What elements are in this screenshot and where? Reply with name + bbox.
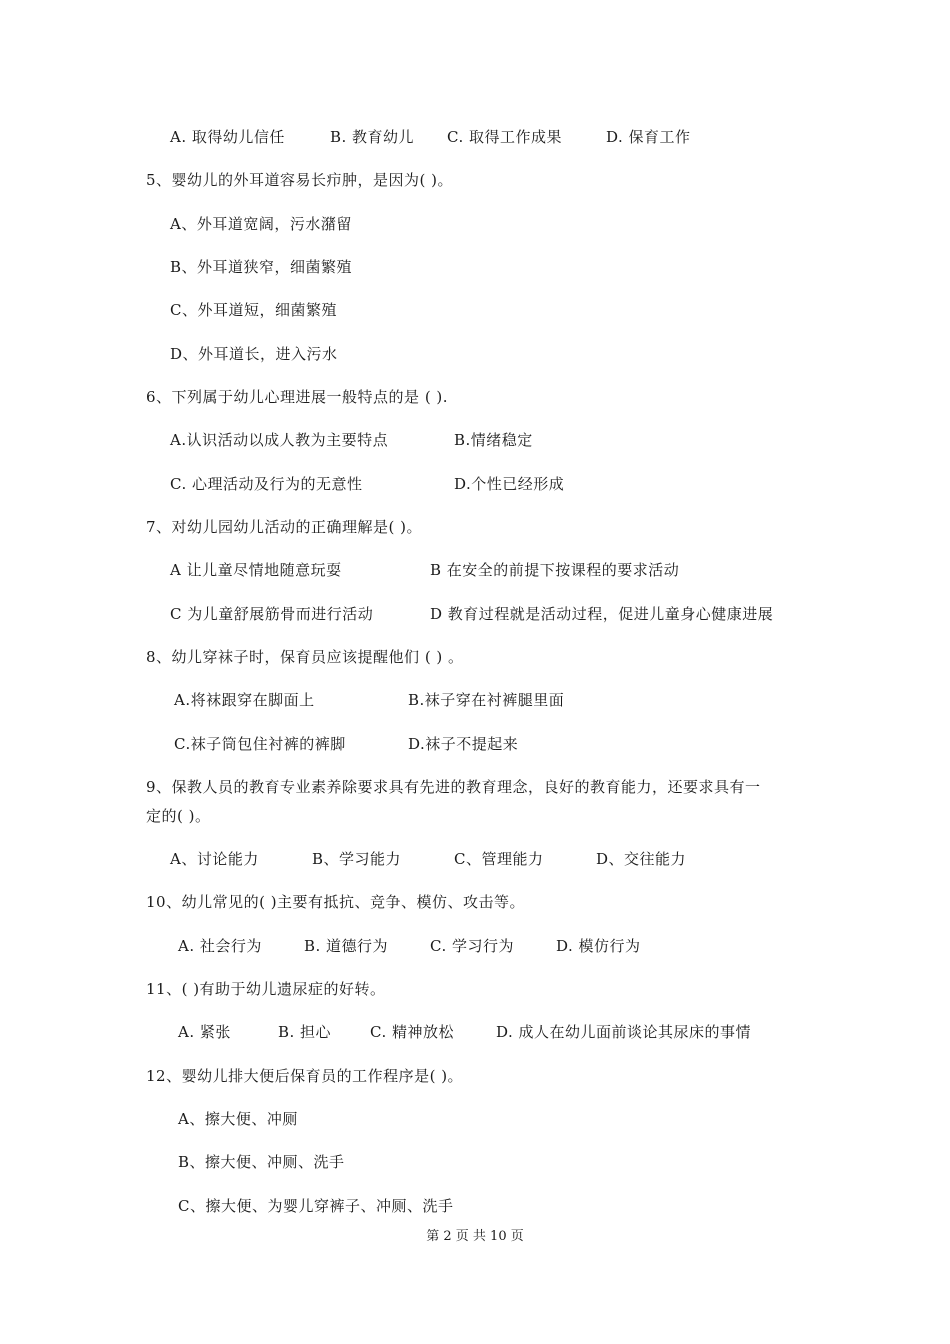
q7-option-c: C 为儿童舒展筋骨而进行活动 <box>170 605 374 623</box>
q5-stem: 5、婴幼儿的外耳道容易长疖肿，是因为( )。 <box>146 171 454 189</box>
q9-option-b: B、学习能力 <box>312 850 402 868</box>
q10-option-b: B. 道德行为 <box>304 937 389 955</box>
q8-option-b: B.袜子穿在衬裤腿里面 <box>408 691 565 709</box>
q6-option-d: D.个性已经形成 <box>454 475 565 493</box>
q8-stem: 8、幼儿穿袜子时，保育员应该提醒他们 ( ) 。 <box>146 648 464 666</box>
q7-stem: 7、对幼儿园幼儿活动的正确理解是( )。 <box>146 518 423 536</box>
q9-option-d: D、交往能力 <box>596 850 687 868</box>
q12-option-c: C、擦大便、为婴儿穿裤子、冲厕、洗手 <box>178 1197 454 1215</box>
q4-option-d: D. 保育工作 <box>606 128 691 146</box>
q6-option-c: C. 心理活动及行为的无意性 <box>170 475 363 493</box>
q7-option-d: D 教育过程就是活动过程，促进儿童身心健康进展 <box>430 605 774 623</box>
q11-option-c: C. 精神放松 <box>370 1023 454 1041</box>
q7-option-a: A 让儿童尽情地随意玩耍 <box>170 561 342 579</box>
q12-option-b: B、擦大便、冲厕、洗手 <box>178 1153 345 1171</box>
q5-option-b: B、外耳道狭窄，细菌繁殖 <box>170 258 353 276</box>
q6-stem: 6、下列属于幼儿心理进展一般特点的是 ( ). <box>146 388 449 406</box>
q10-option-a: A. 社会行为 <box>178 937 262 955</box>
q4-option-a: A. 取得幼儿信任 <box>170 128 285 146</box>
q6-option-b: B.情绪稳定 <box>454 431 533 449</box>
q11-stem: 11、( )有助于幼儿遗尿症的好转。 <box>146 980 386 998</box>
q10-option-d: D. 模仿行为 <box>556 937 641 955</box>
q11-option-a: A. 紧张 <box>178 1023 231 1041</box>
q8-option-d: D.袜子不提起来 <box>408 735 519 753</box>
q8-option-a: A.将袜跟穿在脚面上 <box>174 691 315 709</box>
q12-stem: 12、婴幼儿排大便后保育员的工作程序是( )。 <box>146 1067 464 1085</box>
q9-stem-line1: 9、保教人员的教育专业素养除要求具有先进的教育理念，良好的教育能力，还要求具有一 <box>146 778 761 796</box>
q5-option-d: D、外耳道长，进入污水 <box>170 345 338 363</box>
q5-option-c: C、外耳道短，细菌繁殖 <box>170 301 337 319</box>
q7-option-b: B 在安全的前提下按课程的要求活动 <box>430 561 680 579</box>
q9-stem-line2: 定的( )。 <box>146 807 211 825</box>
q10-option-c: C. 学习行为 <box>430 937 514 955</box>
q8-option-c: C.袜子筒包住衬裤的裤脚 <box>174 735 346 753</box>
q6-option-a: A.认识活动以成人教为主要特点 <box>170 431 389 449</box>
page-number-footer: 第 2 页 共 10 页 <box>426 1229 524 1244</box>
q9-option-a: A、讨论能力 <box>170 850 259 868</box>
q9-option-c: C、管理能力 <box>454 850 544 868</box>
q12-option-a: A、擦大便、冲厕 <box>178 1110 298 1128</box>
q11-option-b: B. 担心 <box>278 1023 332 1041</box>
q4-option-c: C. 取得工作成果 <box>447 128 562 146</box>
q10-stem: 10、幼儿常见的( )主要有抵抗、竞争、模仿、攻击等。 <box>146 893 526 911</box>
q4-option-b: B. 教育幼儿 <box>330 128 415 146</box>
q5-option-a: A、外耳道宽阔，污水潴留 <box>170 215 352 233</box>
q11-option-d: D. 成人在幼儿面前谈论其尿床的事情 <box>496 1023 752 1041</box>
